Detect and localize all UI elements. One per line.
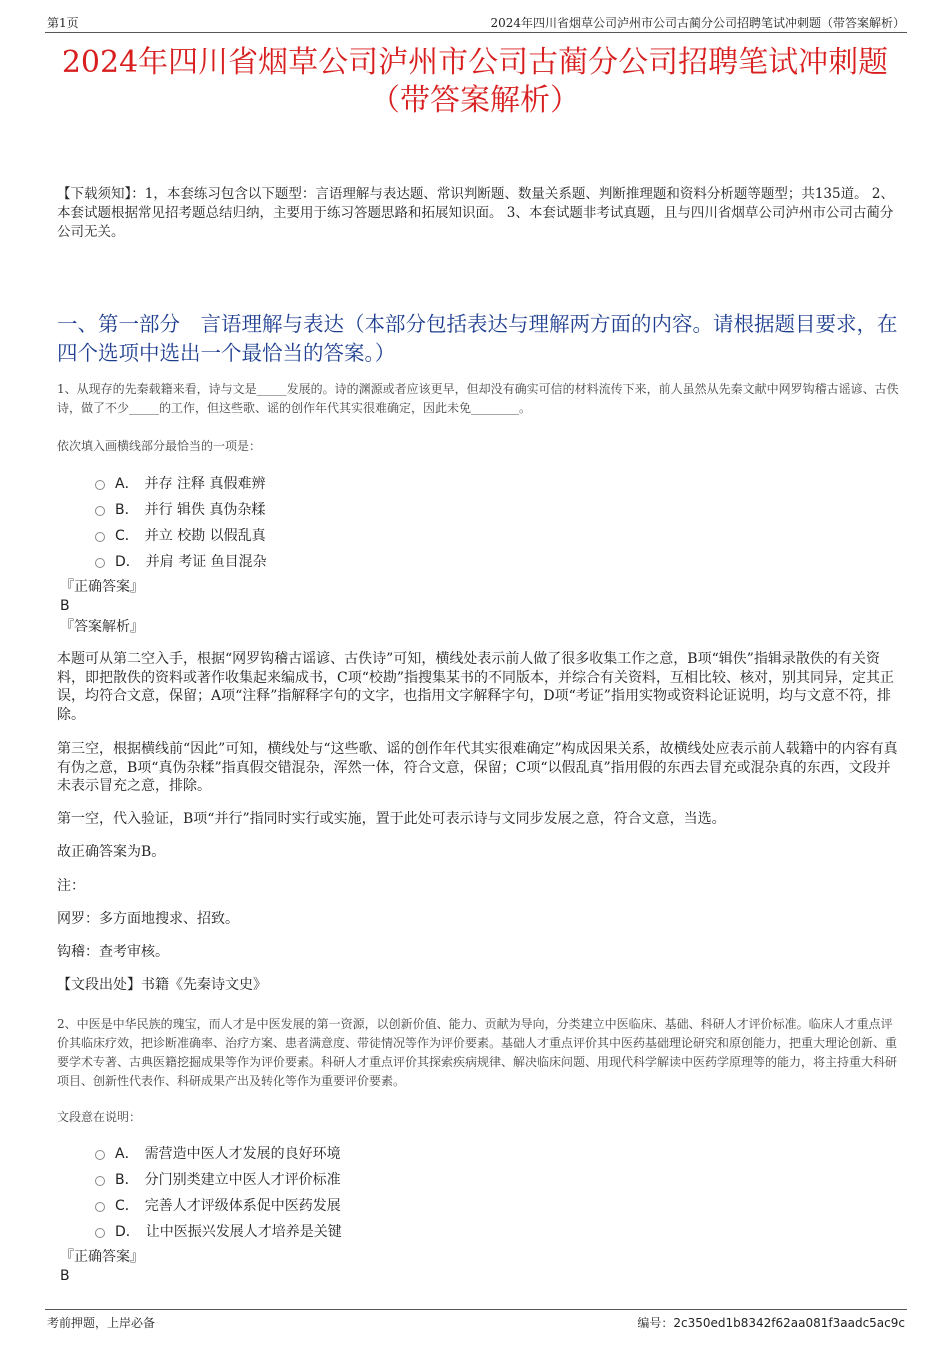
option-c[interactable]: C． 并立 校勘 以假乱真 (95, 522, 267, 548)
option-d[interactable]: D． 并肩 考证 鱼目混杂 (95, 548, 267, 574)
question-2-options (95, 1140, 342, 1244)
footer-code (637, 1314, 905, 1331)
question-2-prompt: 文段意在说明： (57, 1110, 142, 1124)
radio-button[interactable] (95, 1150, 105, 1160)
answer-heading: 『正确答案』 (60, 579, 144, 595)
answer-heading: 『正确答案』 (60, 1249, 144, 1265)
question-1-prompt: 依次填入画横线部分最恰当的一项是： (57, 439, 262, 453)
radio-button[interactable] (95, 506, 105, 516)
option-a[interactable]: A． 需营造中医人才发展的良好环境 (95, 1140, 342, 1166)
title-line-2: （带答案解析） (370, 83, 580, 118)
page-number: 第1页 (47, 16, 79, 30)
title-line-1: 2024年四川省烟草公司泸州市公司古蔺分公司招聘笔试冲刺题 (61, 45, 889, 80)
analysis-paragraph: 网罗：多方面地搜求、招致。 (57, 911, 239, 927)
radio-button[interactable] (95, 532, 105, 542)
radio-button[interactable] (95, 1228, 105, 1238)
footer-divider (45, 1309, 907, 1310)
option-b[interactable]: B． 分门别类建立中医人才评价标准 (95, 1166, 342, 1192)
radio-button[interactable] (95, 1202, 105, 1212)
page-header (0, 0, 950, 34)
analysis-paragraph: 第三空，根据横线前“因此”可知，横线处与“这些歌、谣的创作年代其实很难确定”构成因果关系，故横线处应表示前人载籍中的内容有真有伪之意，B项“真伪杂糅”指真假交错混杂，浑然一体，符合文意，保留；C项“以假乱真”指用假的东西去冒充或混杂真的东西，文段并未表示冒充之意，排除。 (57, 741, 898, 794)
question-2-stem: 2、中医是中华民族的瑰宝，而人才是中医发展的第一资源，以创新价值、能力、贡献为导向，分类建立中医临床、基础、科研人才评价标准。临床人才重点评价其临床疗效，把诊断准确率、治疗方案、患者满意度、带徒情况等作为评价要素。基础人才重点评价其中医药基础理论研究和原创能力，把重大理论创新、重要学术专著、古典医籍挖掘成果等作为评价要素。科研人才重点评价其探索疾病规律、解决临床问题、用现代科学解读中医药学原理等的能力，将主持重大科研项目、创新性代表作、科研成果产出及转化等作为重要评价要素。 (57, 1017, 898, 1088)
download-notice: 【下载须知】：1，本套练习包含以下题型：言语理解与表达题、常识判断题、数量关系题、判断推理题和资料分析题等题型；共135道。 2、本套试题根据常见招考题总结归纳，主要用于练习答题思路和拓展知识面。 3、本套试题非考试真题，且与四川省烟草公司泸州市公司古蔺分公司无关。 (57, 186, 894, 240)
analysis-heading: 『答案解析』 (60, 619, 144, 635)
radio-button[interactable] (95, 558, 105, 568)
header-doc-title: 2024年四川省烟草公司泸州市公司古蔺分公司招聘笔试冲刺题（带答案解析） (490, 16, 905, 30)
header-divider (45, 32, 907, 33)
analysis-paragraph: 本题可从第二空入手，根据“网罗钩稽古谣谚、古佚诗”可知，横线处表示前人做了很多收集工作之意，B项“辑佚”指辑录散佚的有关资料，即把散佚的资料或著作收集起来编成书，C项“校勘”指搜集某书的不同版本，并综合有关资料，互相比较、核对，别其同异，定其正误，均符合文意，保留；A项“注释”指解释字句的文字，也指用文字解释字句，D项“考证”指用实物或资料论证说明，均与文意不符，排除。 (57, 651, 895, 723)
question-1-options (95, 470, 267, 574)
section-heading: 一、第一部分 言语理解与表达（本部分包括表达与理解两方面的内容。请根据题目要求，在四个选项中选出一个最恰当的答案。） (57, 312, 898, 365)
option-c[interactable]: C． 完善人才评级体系促中医药发展 (95, 1192, 342, 1218)
analysis-paragraph: 第一空，代入验证，B项“并行”指同时实行或实施，置于此处可表示诗与文同步发展之意，符合文意，当选。 (57, 811, 726, 827)
source-note: 【文段出处】书籍《先秦诗文史》 (57, 977, 267, 993)
question-1-stem: 1、从现存的先秦载籍来看，诗与文是_____发展的。诗的渊源或者应该更早，但却没有确实可信的材料流传下来，前人虽然从先秦文献中网罗钩稽古谣谚、古佚诗，做了不少_____的工作，但这些歌、谣的创作年代其实很难确定，因此未免________。 (57, 382, 899, 415)
option-d[interactable]: D． 让中医振兴发展人才培养是关键 (95, 1218, 342, 1244)
correct-answer: B (60, 598, 70, 614)
option-a[interactable]: A． 并存 注释 真假难辨 (95, 470, 267, 496)
correct-answer: B (60, 1268, 70, 1284)
radio-button[interactable] (95, 1176, 105, 1186)
footer-slogan: 考前押题，上岸必备 (47, 1316, 156, 1330)
document-title (30, 44, 920, 120)
analysis-paragraph: 注： (57, 878, 85, 894)
code-value: 2c350ed1b8342f62aa081f3aadc5ac9c (673, 1316, 905, 1330)
analysis-paragraph: 故正确答案为B。 (57, 844, 166, 860)
option-b[interactable]: B． 并行 辑佚 真伪杂糅 (95, 496, 267, 522)
analysis-paragraph: 钩稽：查考审核。 (57, 944, 169, 960)
code-label: 编号： (637, 1316, 674, 1330)
radio-button[interactable] (95, 480, 105, 490)
